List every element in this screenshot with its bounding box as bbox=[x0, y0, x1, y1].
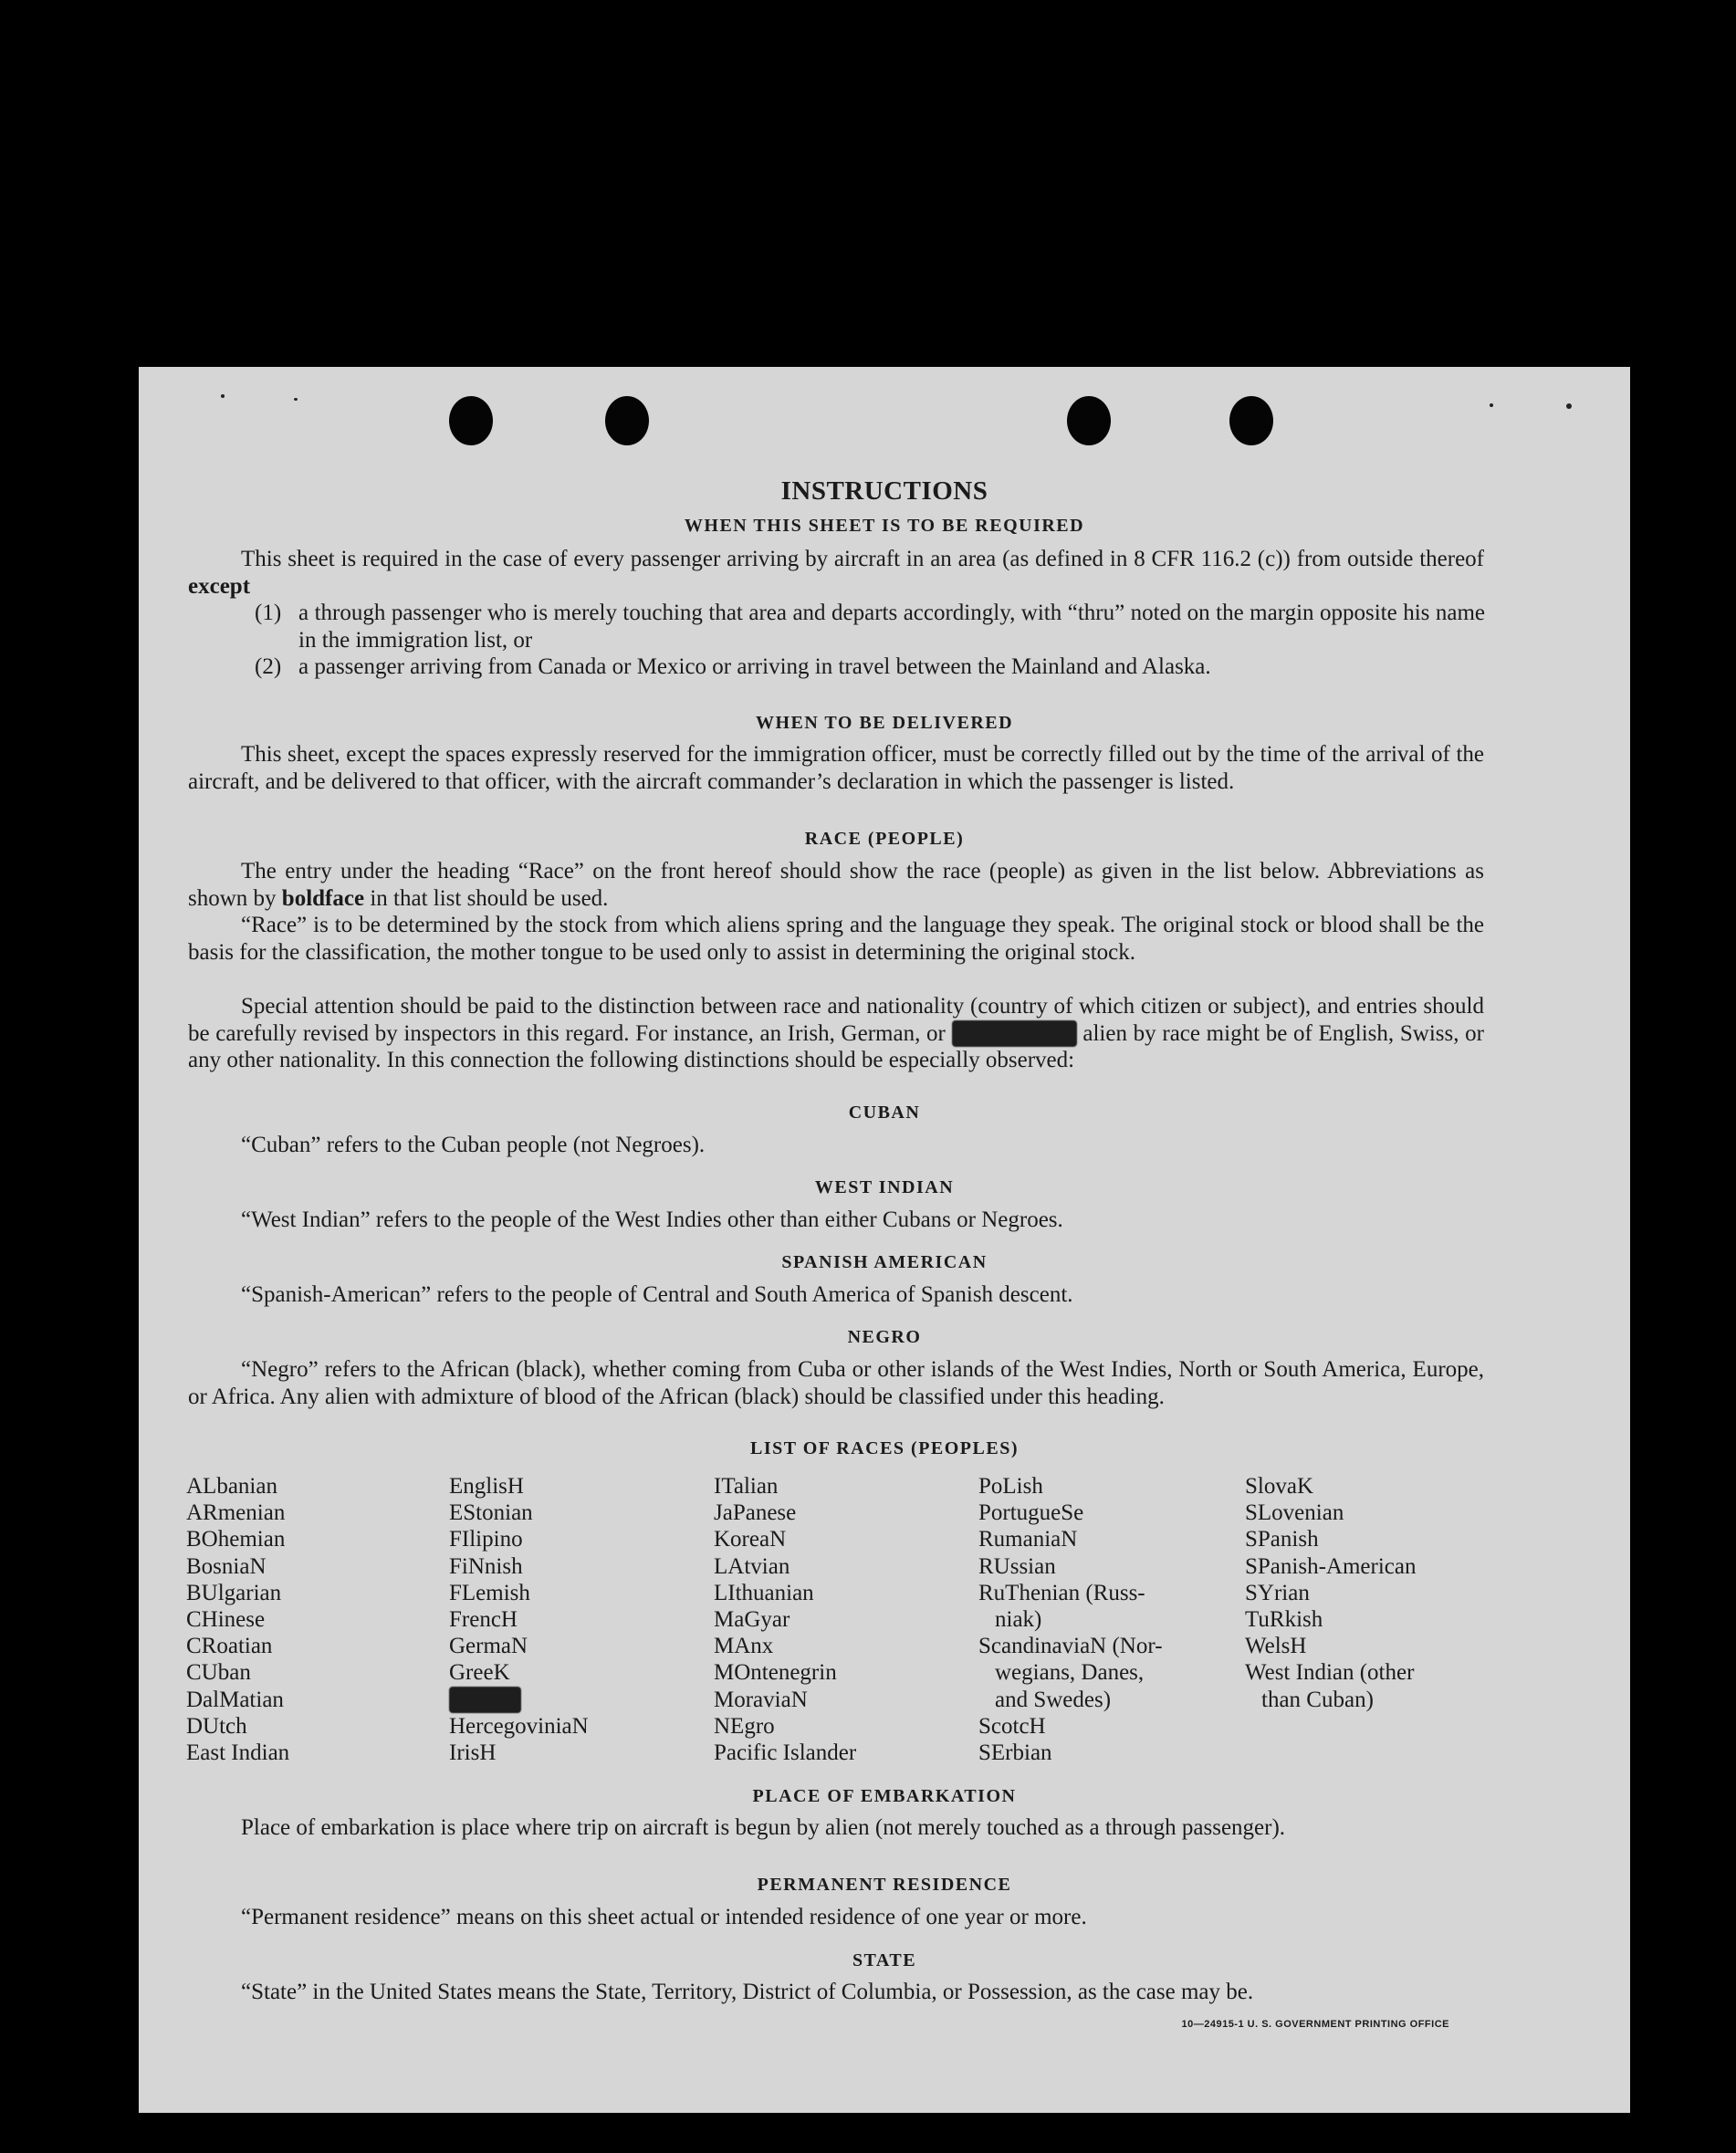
heading-spanish-american: SPANISH AMERICAN bbox=[781, 1252, 988, 1272]
list-item: IrisH bbox=[449, 1740, 497, 1766]
race-list-column-2 bbox=[449, 1473, 589, 1766]
list-item: BOhemian bbox=[186, 1527, 286, 1552]
list-item: LIthuanian bbox=[714, 1580, 814, 1605]
list-item: MoraviaN bbox=[714, 1687, 808, 1712]
list-item: than Cuban) bbox=[1261, 1687, 1374, 1712]
redacted-word bbox=[952, 1020, 1077, 1048]
list-item: CRoatian bbox=[186, 1634, 273, 1659]
list-item: West Indian (other bbox=[1245, 1660, 1415, 1686]
list-item: PortugueSe bbox=[978, 1500, 1084, 1526]
heading-west-indian: WEST INDIAN bbox=[814, 1177, 955, 1197]
list-item: FrencH bbox=[449, 1607, 518, 1633]
list-item: HercegoviniaN bbox=[449, 1713, 589, 1739]
list-item: ScotcH bbox=[978, 1713, 1046, 1739]
heading-delivered: WHEN TO BE DELIVERED bbox=[755, 713, 1014, 733]
list-item: FiNnish bbox=[449, 1553, 523, 1579]
punch-hole bbox=[1229, 396, 1273, 445]
heading-embarkation: PLACE OF EMBARKATION bbox=[752, 1786, 1017, 1806]
list-item: SYrian bbox=[1245, 1580, 1310, 1605]
list-item: CUban bbox=[186, 1660, 251, 1686]
list-item: MaGyar bbox=[714, 1607, 790, 1633]
required-item-2: (2) a passenger arriving from Canada or Mexico or arriving in travel between the Mainland and Alaska. bbox=[255, 654, 1211, 679]
list-item: KoreaN bbox=[714, 1527, 787, 1552]
list-item: NEgro bbox=[714, 1713, 775, 1739]
heading-race: RACE (PEOPLE) bbox=[804, 829, 965, 849]
list-item: GreeK bbox=[449, 1660, 510, 1686]
list-item: WelsH bbox=[1245, 1634, 1307, 1659]
race-list-column-5 bbox=[1245, 1473, 1416, 1713]
list-item: RuThenian (Russ- bbox=[978, 1580, 1145, 1605]
list-item: RUssian bbox=[978, 1553, 1056, 1579]
race-list-column-4 bbox=[978, 1473, 1163, 1766]
list-item: SErbian bbox=[978, 1740, 1052, 1766]
list-item: SLovenian bbox=[1245, 1500, 1344, 1526]
punch-hole bbox=[1067, 396, 1111, 445]
list-item: CHinese bbox=[186, 1607, 266, 1633]
list-item: wegians, Danes, bbox=[995, 1660, 1145, 1686]
race-paragraph-3: Special attention should be paid to the distinction between race and nationality (country of which citizen or subject), and entries should be carefully revised by inspectors in this regard. For instance, an Irish, German, or alien by race might be of English, Swiss, or any other nationality. In this connection the following distinctions should be especially observed: bbox=[188, 994, 1484, 1072]
west-indian-text: “West Indian” refers to the people of the West Indies other than either Cubans or Negroes. bbox=[241, 1207, 1063, 1232]
list-item: niak) bbox=[995, 1607, 1042, 1633]
residence-text: “Permanent residence” means on this sheet actual or intended residence of one year or more. bbox=[241, 1905, 1087, 1929]
list-item: MOntenegrin bbox=[714, 1660, 837, 1686]
required-intro: This sheet is required in the case of every passenger arriving by aircraft in an area (as defined in 8 CFR 116.2 (c)) from outside thereof except bbox=[188, 547, 1484, 599]
list-item: JaPanese bbox=[714, 1500, 797, 1526]
document-sheet bbox=[139, 367, 1630, 2113]
list-item: East Indian bbox=[186, 1740, 290, 1766]
delivered-text: This sheet, except the spaces expressly reserved for the immigration officer, must be correctly filled out by the time of the arrival of the aircraft, and be delivered to that officer, with the aircraft commander’s declaration in which the passenger is listed. bbox=[188, 742, 1484, 794]
heading-required: WHEN THIS SHEET IS TO BE REQUIRED bbox=[684, 516, 1085, 536]
race-paragraph-2: “Race” is to be determined by the stock from which aliens spring and the language they speak. The original stock or blood shall be the basis for the classification, the mother tongue to be used only to assist in determining the original stock. bbox=[188, 913, 1484, 965]
heading-negro: NEGRO bbox=[847, 1327, 922, 1347]
list-item: EnglisH bbox=[449, 1474, 524, 1499]
list-item: ARmenian bbox=[186, 1500, 286, 1526]
spanish-american-text: “Spanish-American” refers to the people of Central and South America of Spanish descent. bbox=[241, 1282, 1073, 1307]
printing-office-footer: 10—24915-1 U. S. GOVERNMENT PRINTING OFFICE bbox=[1181, 2019, 1449, 2030]
dust-speck bbox=[221, 394, 225, 398]
embarkation-text: Place of embarkation is place where trip on aircraft is begun by alien (not merely touched as a through passenger). bbox=[241, 1815, 1286, 1840]
dust-speck bbox=[1566, 403, 1572, 409]
list-item: DalMatian bbox=[186, 1687, 284, 1712]
heading-cuban: CUBAN bbox=[848, 1103, 921, 1123]
list-item: and Swedes) bbox=[995, 1687, 1112, 1712]
list-item: SPanish bbox=[1245, 1527, 1319, 1552]
cuban-text: “Cuban” refers to the Cuban people (not Negroes). bbox=[241, 1133, 706, 1157]
list-item: FLemish bbox=[449, 1580, 530, 1605]
punch-hole bbox=[449, 396, 493, 445]
state-text: “State” in the United States means the State, Territory, District of Columbia, or Possession, as the case may be. bbox=[241, 1980, 1254, 2004]
list-item: SlovaK bbox=[1245, 1474, 1313, 1499]
list-item: DUtch bbox=[186, 1713, 247, 1739]
list-item: GermaN bbox=[449, 1634, 528, 1659]
race-list-column-3 bbox=[714, 1473, 856, 1766]
redacted-word bbox=[449, 1687, 521, 1713]
negro-text: “Negro” refers to the African (black), whether coming from Cuba or other islands of the West Indies, North or South America, Europe, or Africa. Any alien with admixture of blood of the African (black) should be classified under this heading. bbox=[188, 1357, 1484, 1409]
list-item: ITalian bbox=[714, 1474, 779, 1499]
heading-state: STATE bbox=[852, 1950, 917, 1970]
list-item: SPanish-American bbox=[1245, 1553, 1417, 1579]
list-item: BUlgarian bbox=[186, 1580, 282, 1605]
dust-speck bbox=[1490, 403, 1493, 407]
list-item: RumaniaN bbox=[978, 1527, 1078, 1552]
list-item: FIlipino bbox=[449, 1527, 523, 1552]
list-item bbox=[449, 1687, 589, 1713]
list-item: LAtvian bbox=[714, 1553, 790, 1579]
heading-list: LIST OF RACES (PEOPLES) bbox=[749, 1438, 1019, 1458]
dust-speck bbox=[294, 398, 298, 401]
list-item: MAnx bbox=[714, 1634, 774, 1659]
list-item: ALbanian bbox=[186, 1474, 277, 1499]
list-item: Pacific Islander bbox=[714, 1740, 857, 1766]
page-title: INSTRUCTIONS bbox=[780, 476, 988, 506]
required-item-1: (1) a through passenger who is merely touching that area and departs accordingly, with “thru” noted on the margin opposite his name in the immigration list, or bbox=[255, 601, 1485, 653]
heading-residence: PERMANENT RESIDENCE bbox=[757, 1875, 1012, 1895]
race-list-column-1 bbox=[186, 1473, 289, 1766]
list-item: ScandinaviaN (Nor- bbox=[978, 1634, 1163, 1659]
list-item: TuRkish bbox=[1245, 1607, 1323, 1633]
list-item: BosniaN bbox=[186, 1553, 267, 1579]
race-paragraph-1: The entry under the heading “Race” on the front hereof should show the race (people) as given in the list below. Abbreviations as shown by boldface in that list should be used. bbox=[188, 859, 1484, 911]
list-item: PoLish bbox=[978, 1474, 1043, 1499]
list-item: EStonian bbox=[449, 1500, 533, 1526]
punch-hole bbox=[605, 396, 649, 445]
